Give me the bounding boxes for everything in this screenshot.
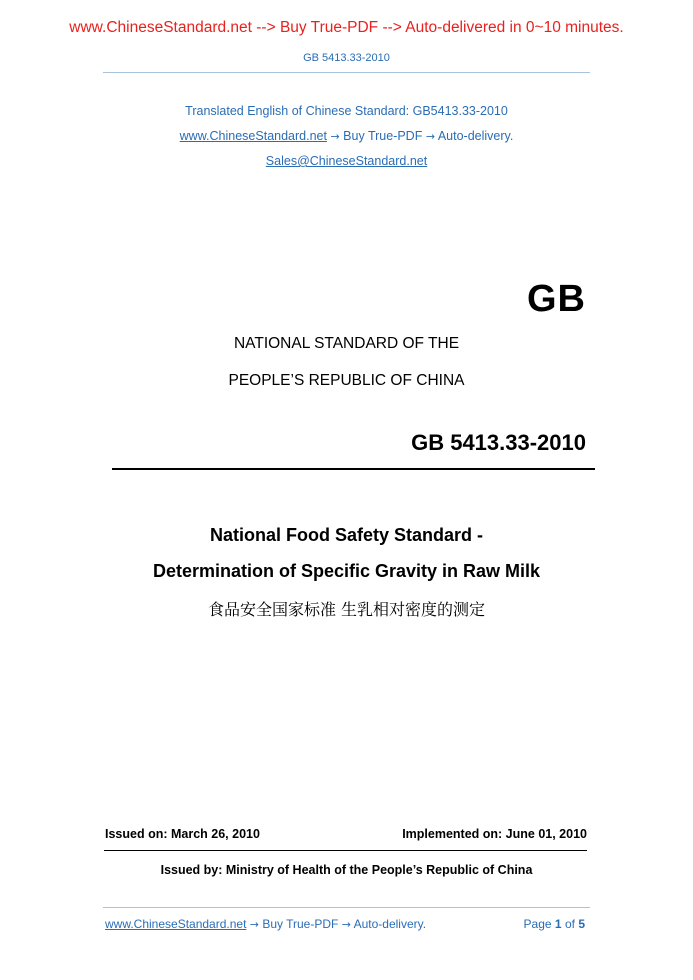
footer-purchase-line (105, 917, 426, 931)
title-chinese: 食品安全国家标准 生乳相对密度的测定 (207, 600, 486, 619)
promo-banner: www.ChineseStandard.net --> Buy True-PDF --> Auto-delivered in 0~10 minutes. (69, 19, 624, 36)
national-standard-line2: PEOPLE’S REPUBLIC OF CHINA (228, 372, 465, 389)
sales-email-link[interactable]: Sales@ChineseStandard.net (265, 154, 428, 168)
page-number: 1 (554, 917, 562, 931)
issuing-authority: Issued by: Ministry of Health of the People’s Republic of China (160, 863, 533, 877)
header-divider (103, 72, 590, 73)
standard-number-divider (112, 468, 595, 470)
arrow-right-icon: → (341, 918, 351, 931)
gb-logo: GB (527, 278, 586, 320)
footer-divider (103, 907, 590, 908)
title-line2: Determination of Specific Gravity in Raw Milk (152, 561, 541, 581)
page-indicator (524, 917, 585, 931)
auto-delivery-text: Auto-delivery. (437, 129, 514, 143)
implemented-on-date: Implemented on: June 01, 2010 (402, 827, 587, 841)
footer-auto-delivery-text: Auto-delivery. (353, 917, 427, 931)
standard-number: GB 5413.33-2010 (411, 430, 586, 455)
email-line (0, 154, 693, 168)
site-link[interactable]: www.ChineseStandard.net (179, 129, 327, 143)
header-standard-code: GB 5413.33-2010 (303, 52, 390, 64)
footer-buy-pdf-text: Buy True-PDF (262, 917, 339, 931)
issued-on-date: Issued on: March 26, 2010 (105, 827, 260, 841)
page-label: Page (523, 917, 552, 931)
purchase-line (0, 129, 693, 143)
arrow-right-icon: → (330, 130, 340, 143)
buy-pdf-text: Buy True-PDF (343, 129, 423, 143)
page-total: 5 (578, 917, 585, 931)
translation-note: Translated English of Chinese Standard: GB5413.33-2010 (185, 104, 508, 118)
of-label: of (564, 917, 575, 931)
footer-site-link[interactable]: www.ChineseStandard.net (105, 917, 247, 931)
title-line1: National Food Safety Standard - (209, 525, 484, 545)
dates-divider (104, 850, 587, 851)
arrow-right-icon: → (425, 130, 436, 143)
arrow-right-icon: → (249, 918, 259, 931)
national-standard-line1: NATIONAL STANDARD OF THE (233, 335, 460, 352)
